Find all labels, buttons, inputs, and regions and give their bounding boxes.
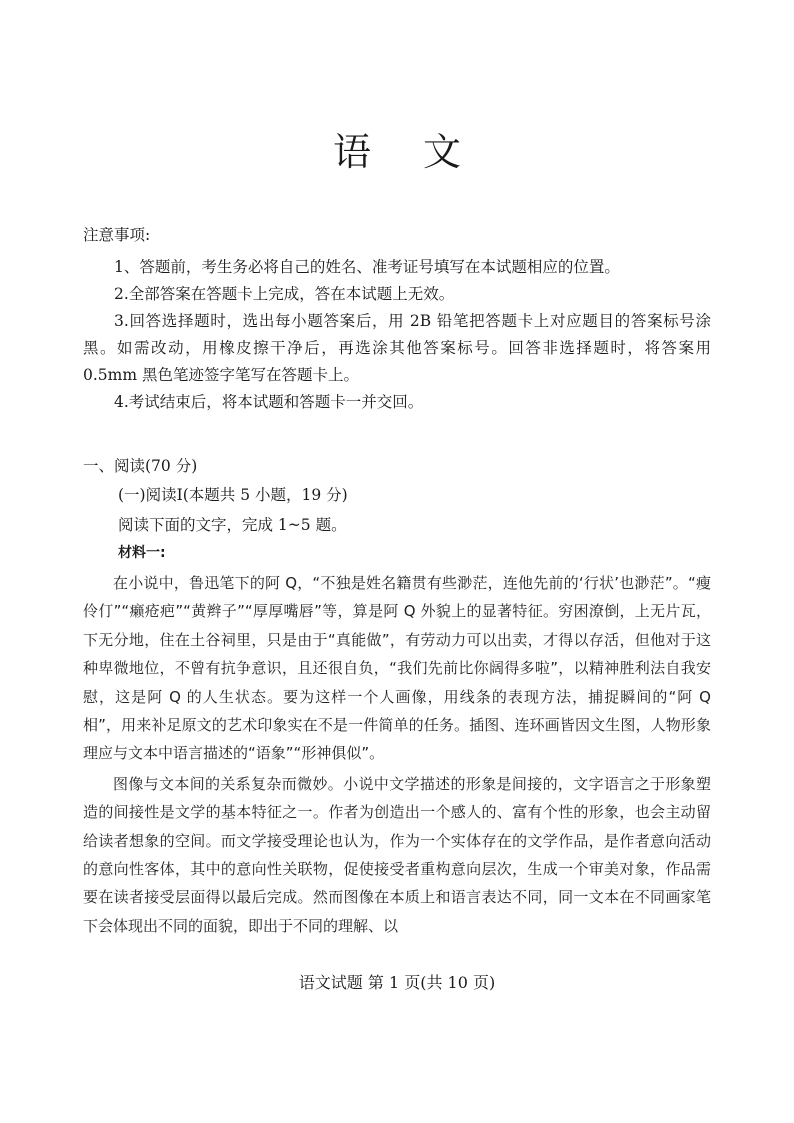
reading-passage <box>83 569 711 942</box>
note-item: 4.考试结束后，将本试题和答题卡一并交回。 <box>114 393 424 411</box>
notes-list <box>83 254 711 416</box>
note-item: 2.全部答案在答题卡上完成，答在本试题上无效。 <box>114 285 455 303</box>
passage-paragraph: 在小说中，鲁迅笔下的阿 Q，“不独是姓名籍贯有些渺茫，连他先前的‘行状’也渺茫”。“瘦伶仃”“癞疮疤”“黄辫子”“厚厚嘴唇”等，算是阿 Q 外貌上的显著特征。穷困潦倒，上无片瓦，下无分地，住在土谷祠里，只是由于“真能做”，有劳动力可以出卖，才得以存活，但他对于这种卑微地位，不曾有抗争意识，且还很自负，“我们先前比你阔得多啦”，以精神胜利法自我安慰，这是阿 Q 的人生状态。要为这样一个人画像，用线条的表现方法，捕捉瞬间的“阿 Q 相”，用来补足原文的艺术印象实在不是一件简单的任务。插图、连环画皆因文生图，人物形象理应与文本中语言描述的“语象”“形神俱似”。 <box>83 574 711 763</box>
reading-instruction: 阅读下面的文字，完成 1~5 题。 <box>118 516 347 534</box>
subsection-heading: (一)阅读Ⅰ(本题共 5 小题，19 分) <box>118 486 348 504</box>
notes-heading: 注意事项: <box>83 226 151 244</box>
exam-title: 语 文 <box>332 130 482 174</box>
section-heading: 一、阅读(70 分) <box>83 457 198 475</box>
passage-paragraph: 图像与文本间的关系复杂而微妙。小说中文学描述的形象是间接的，文字语言之于形象塑造的间接性是文学的基本特征之一。作者为创造出一个感人的、富有个性的形象，也会主动留给读者想象的空间。而文学接受理论也认为，作为一个实体存在的文学作品，是作者意向活动的意向性客体，其中的意向性关联物，促使接受者重构意向层次，生成一个审美对象，作品需要在读者接受层面得以最后完成。然而图像在本质上和语言表达不同，同一文本在不同画家笔下会体现出不同的面貌，即出于不同的理解、以 <box>83 774 711 935</box>
material-label: 材料一: <box>118 545 166 561</box>
note-item: 1、答题前，考生务必将自己的姓名、准考证号填写在本试题相应的位置。 <box>114 258 620 276</box>
note-item: 3.回答选择题时，选出每小题答案后，用 2B 铅笔把答题卡上对应题目的答案标号涂黑。如需改动，用橡皮擦干净后，再选涂其他答案标号。回答非选择题时，将答案用 0.5mm 黑色笔迹签字笔写在答题卡上。 <box>83 312 711 384</box>
page-footer: 语文试题 第 1 页(共 10 页) <box>298 973 496 992</box>
